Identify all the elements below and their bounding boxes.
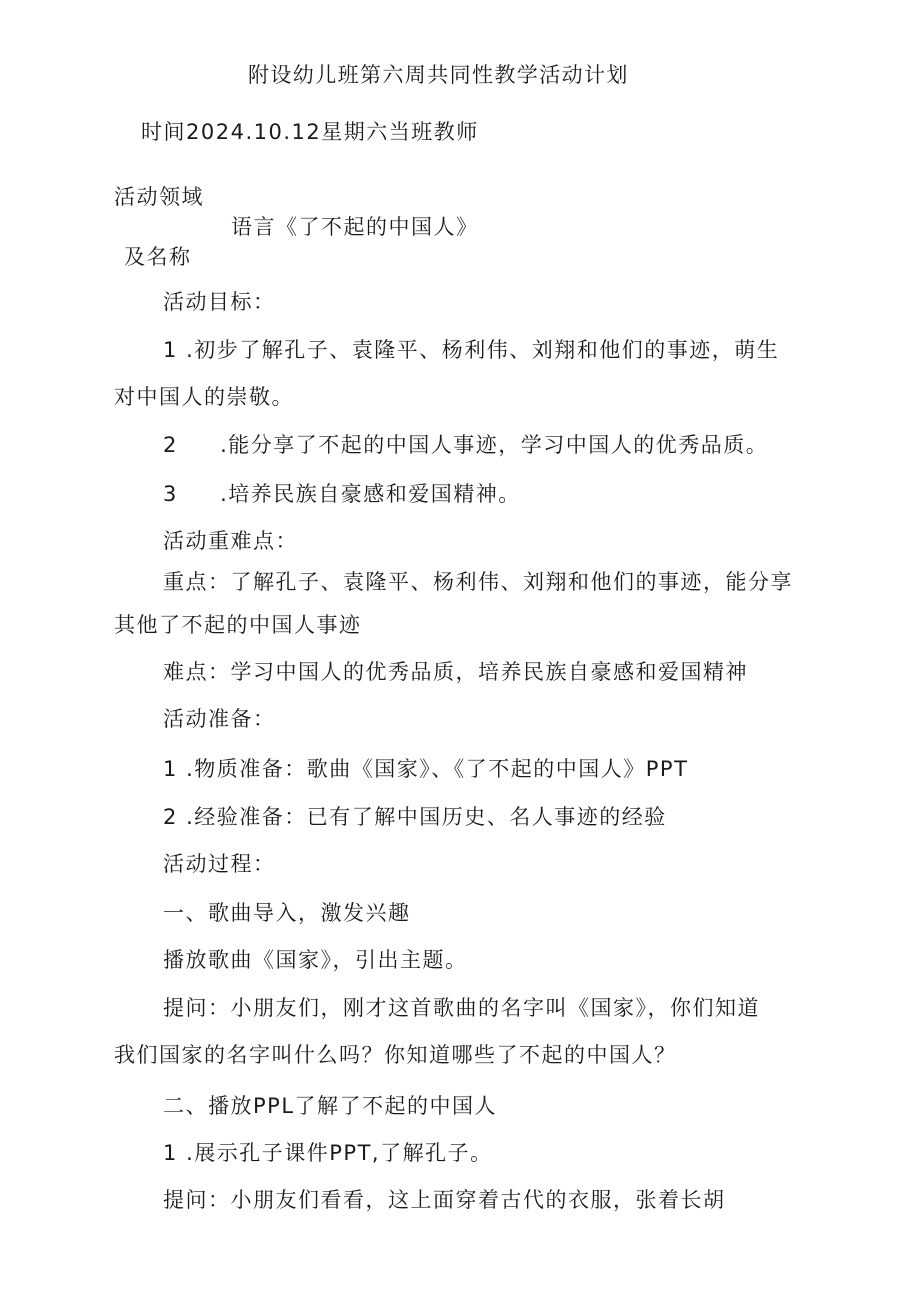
process-step1-question-line1: 提问：小朋友们，刚才这首歌曲的名字叫《国家》，你们知道	[163, 996, 760, 1020]
process-step1-question-line2: 我们国家的名字叫什么吗？你知道哪些了不起的中国人？	[114, 1043, 677, 1067]
preparation-text: .经验准备：已有了解中国历史、名人事迹的经验	[186, 805, 667, 829]
goal-item-1-continued: 对中国人的崇敬。	[114, 385, 294, 409]
goal-number: 1	[163, 338, 178, 362]
domain-label-line2: 及名称	[124, 245, 192, 269]
process-step2-heading: 二、播放PPL了解了不起的中国人	[163, 1094, 498, 1118]
process-step1-heading: 一、歌曲导入，激发兴趣	[163, 901, 411, 925]
goal-text: .培养民族自豪感和爱国精神。	[220, 482, 521, 506]
process-step2-item	[163, 1139, 493, 1167]
header-line: 时间2024.10.12星期六当班教师	[141, 120, 479, 144]
goals-heading: 活动目标：	[163, 290, 276, 314]
goal-item-2	[163, 431, 768, 459]
goal-number: 2	[163, 433, 178, 457]
preparation-number: 1	[163, 757, 178, 781]
preparation-item-2	[163, 803, 667, 831]
preparation-heading: 活动准备：	[163, 707, 276, 731]
process-step2-question: 提问：小朋友们看看，这上面穿着古代的衣服，张着长胡	[163, 1188, 726, 1212]
process-heading: 活动过程：	[163, 852, 276, 876]
preparation-item-1	[163, 755, 688, 783]
focus-line-2: 其他了不起的中国人事迹	[114, 613, 362, 637]
domain-value: 语言《了不起的中国人》	[231, 215, 479, 239]
key-points-heading: 活动重难点：	[163, 529, 298, 553]
preparation-number: 2	[163, 805, 178, 829]
step2-item-number: 1	[163, 1141, 178, 1165]
step2-item-text: .展示孔子课件PPT,了解孔子。	[186, 1141, 493, 1165]
goal-text: .初步了解孔子、袁隆平、杨利伟、刘翔和他们的事迹，萌生	[186, 338, 780, 362]
process-step1-text: 播放歌曲《国家》，引出主题。	[163, 948, 468, 972]
domain-label-line1: 活动领域	[114, 185, 204, 209]
goal-item-1	[163, 336, 779, 364]
difficulty-line: 难点：学习中国人的优秀品质，培养民族自豪感和爱国精神	[163, 660, 748, 684]
document-title: 附设幼儿班第六周共同性教学活动计划	[248, 63, 629, 87]
focus-line-1: 重点：了解孔子、袁隆平、杨利伟、刘翔和他们的事迹，能分享	[163, 570, 793, 594]
preparation-text: .物质准备：歌曲《国家》、《了不起的中国人》PPT	[186, 757, 689, 781]
goal-number: 3	[163, 482, 178, 506]
goal-text: .能分享了不起的中国人事迹，学习中国人的优秀品质。	[220, 433, 769, 457]
goal-item-3	[163, 480, 521, 508]
